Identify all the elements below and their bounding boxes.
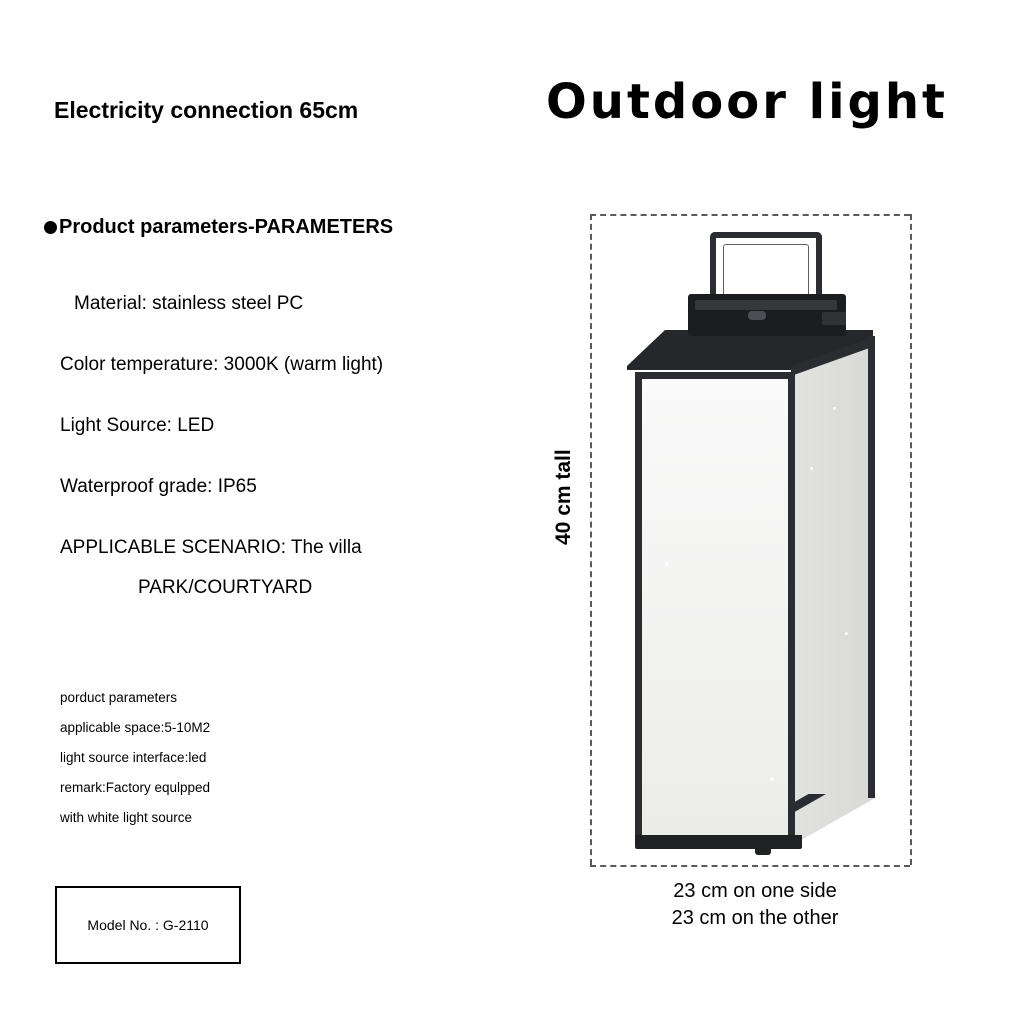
spec-light-source: Light Source: LED xyxy=(60,415,215,436)
model-number-box xyxy=(55,886,241,964)
sparkle-icon xyxy=(665,562,669,566)
sparkle-icon xyxy=(833,407,836,410)
electricity-connection-headline: Electricity connection 65cm xyxy=(54,97,359,123)
sparkle-icon xyxy=(845,632,848,635)
small-notes-block xyxy=(60,683,210,833)
dimension-guide-top xyxy=(590,214,910,216)
note-remark-continued: with white light source xyxy=(60,810,193,825)
specification-list xyxy=(60,292,500,630)
product-parameters-heading xyxy=(44,216,393,239)
note-light-source-interface: light source interface:led xyxy=(60,750,207,765)
spec-applicable-scenario: APPLICABLE SCENARIO: The villa xyxy=(60,537,362,558)
lantern-cap-highlight xyxy=(695,300,837,310)
spec-applicable-scenario-second-line: PARK/COURTYARD xyxy=(138,577,313,598)
note-remark: remark:Factory equlpped xyxy=(60,780,211,795)
dimension-guide-right xyxy=(910,214,912,865)
lantern-side-panel xyxy=(791,336,875,846)
lantern-product-illustration xyxy=(605,232,895,857)
width-dimension-labels xyxy=(590,878,920,932)
lantern-foot xyxy=(755,847,771,855)
lantern-front-panel xyxy=(635,372,795,842)
sparkle-icon xyxy=(770,777,774,781)
sparkle-icon xyxy=(810,467,813,470)
product-image-panel xyxy=(520,0,1020,1023)
spec-waterproof-grade: Waterproof grade: IP65 xyxy=(60,476,257,497)
lantern-charging-port xyxy=(822,312,846,325)
page-title: Outdoor light xyxy=(546,74,948,130)
width-label-one-side: 23 cm on one side xyxy=(673,880,837,902)
spec-color-temperature: Color temperature: 3000K (warm light) xyxy=(60,354,384,375)
lantern-base xyxy=(635,835,802,849)
width-label-other-side: 23 cm on the other xyxy=(671,907,839,929)
dimension-guide-bottom xyxy=(590,865,910,867)
bullet-dot-icon xyxy=(44,221,57,234)
height-dimension-label: 40 cm tall xyxy=(552,449,575,545)
product-parameters-heading-text: Product parameters-PARAMETERS xyxy=(59,216,394,238)
lantern-power-button xyxy=(748,311,766,320)
note-porduct-parameters: porduct parameters xyxy=(60,690,178,705)
model-number-label: Model No. : G-2110 xyxy=(87,917,209,933)
lantern-side-edge-right xyxy=(868,336,875,798)
spec-material: Material: stainless steel PC xyxy=(74,293,304,314)
dimension-guide-left xyxy=(590,214,592,865)
note-applicable-space: applicable space:5-10M2 xyxy=(60,720,211,735)
